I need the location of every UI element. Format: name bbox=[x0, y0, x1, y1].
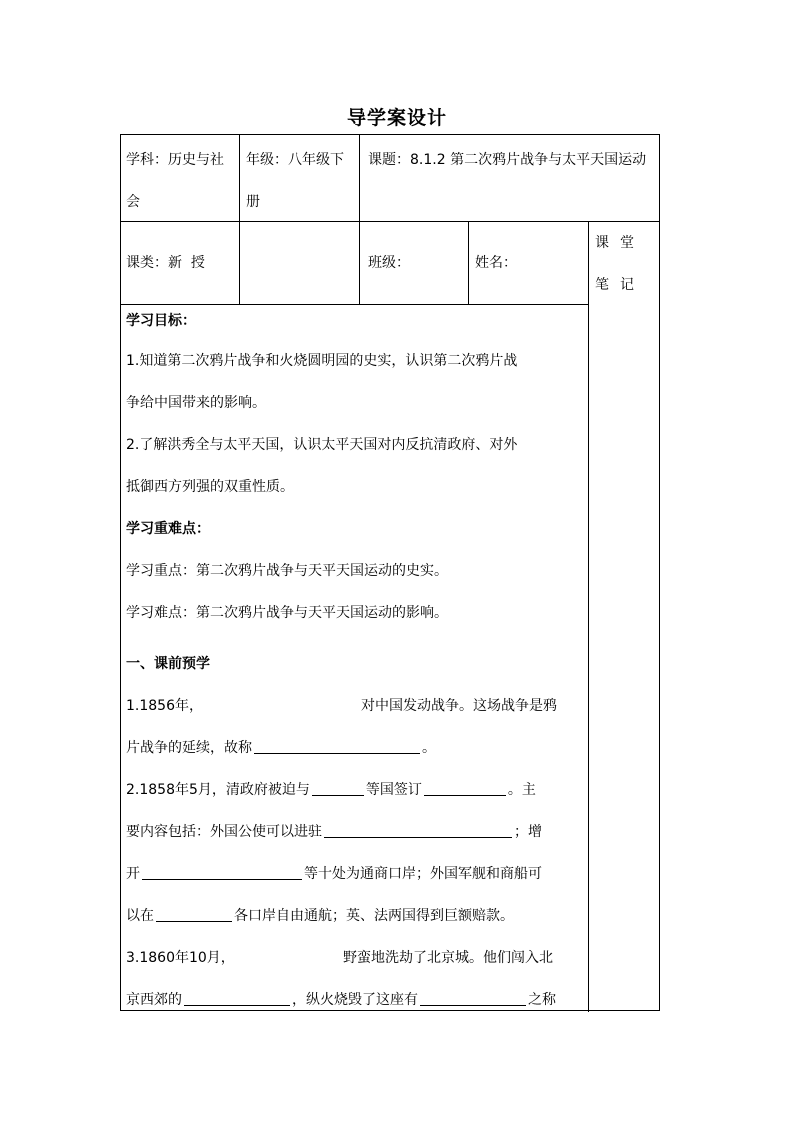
answer-blank[interactable] bbox=[420, 991, 526, 1006]
answer-blank[interactable] bbox=[156, 907, 232, 922]
question-2-text: 开 bbox=[126, 866, 140, 882]
notes-cell: 课堂笔记 bbox=[595, 235, 645, 293]
answer-blank[interactable] bbox=[142, 865, 302, 880]
question-2-text: 各口岸自由通航；英、法两国得到巨额赔款。 bbox=[234, 908, 514, 924]
name-cell: 姓名： bbox=[475, 255, 517, 271]
question-1-line-2 bbox=[126, 737, 436, 757]
question-3-text: 之称 bbox=[528, 992, 556, 1008]
objective-2-line-2: 抵御西方列强的双重性质。 bbox=[126, 479, 294, 495]
objective-2-line-1: 2.了解洪秀全与太平天国，认识太平天国对内反抗清政府、对外 bbox=[126, 437, 518, 453]
question-1-line-1-end: 对中国发动战争。这场战争是鸦 bbox=[361, 698, 557, 714]
class-cell: 班级： bbox=[368, 255, 410, 271]
key-point-difficulty: 学习难点：第二次鸦片战争与天平天国运动的影响。 bbox=[126, 605, 448, 621]
objective-1-line-2: 争给中国带来的影响。 bbox=[126, 395, 266, 411]
lesson-type-cell: 课类：新 授 bbox=[126, 255, 205, 271]
key-points-heading: 学习重难点： bbox=[126, 521, 210, 537]
row-divider bbox=[121, 304, 589, 305]
answer-blank[interactable] bbox=[184, 991, 290, 1006]
question-3-line-1-end: 野蛮地洗劫了北京城。他们闯入北 bbox=[343, 950, 553, 966]
question-2-text: 2.1858年5月，清政府被迫与 bbox=[126, 782, 310, 798]
key-point-focus: 学习重点：第二次鸦片战争与天平天国运动的史实。 bbox=[126, 563, 448, 579]
preview-heading: 一、课前预学 bbox=[126, 656, 210, 672]
question-1-line-1 bbox=[126, 695, 203, 715]
question-2-text: 等国签订 bbox=[365, 782, 422, 798]
question-1-text: 。 bbox=[422, 740, 436, 756]
question-1-text: 1.1856年， bbox=[126, 698, 203, 714]
question-3-line-1: 3.1860年10月， bbox=[126, 950, 235, 966]
objectives-heading: 学习目标： bbox=[126, 313, 196, 329]
answer-blank[interactable] bbox=[312, 781, 364, 796]
answer-blank[interactable] bbox=[424, 781, 506, 796]
lesson-plan-table bbox=[120, 134, 660, 1011]
question-2-line-4 bbox=[126, 905, 514, 925]
col-divider bbox=[239, 135, 240, 304]
question-2-text: ；增 bbox=[514, 824, 542, 840]
question-2-text: 等十处为通商口岸；外国军舰和商船可 bbox=[304, 866, 542, 882]
question-2-line-3 bbox=[126, 863, 542, 883]
question-3-text: 京西郊的 bbox=[126, 992, 182, 1008]
subject-cell: 学科：历史与社会 bbox=[126, 152, 224, 210]
grade-cell: 年级：八年级下册 bbox=[246, 152, 344, 210]
topic-cell: 课题：8.1.2 第二次鸦片战争与太平天国运动 bbox=[368, 152, 647, 168]
answer-blank[interactable] bbox=[254, 739, 420, 754]
question-2-line-1 bbox=[126, 779, 536, 799]
question-2-text: 。主 bbox=[507, 782, 536, 798]
answer-blank[interactable] bbox=[324, 823, 512, 838]
question-3-text: ，纵火烧毁了这座有 bbox=[292, 992, 418, 1008]
col-divider bbox=[359, 135, 360, 304]
objective-1-line-1: 1.知道第二次鸦片战争和火烧圆明园的史实，认识第二次鸦片战 bbox=[126, 353, 518, 369]
col-divider bbox=[588, 221, 589, 1012]
question-1-text: 片战争的延续，故称 bbox=[126, 740, 252, 756]
question-2-text: 要内容包括：外国公使可以进驻 bbox=[126, 824, 322, 840]
question-2-text: 以在 bbox=[126, 908, 154, 924]
col-divider bbox=[468, 221, 469, 304]
page-title: 导学案设计 bbox=[346, 107, 447, 129]
question-3-line-2 bbox=[126, 989, 556, 1009]
question-2-line-2 bbox=[126, 821, 542, 841]
